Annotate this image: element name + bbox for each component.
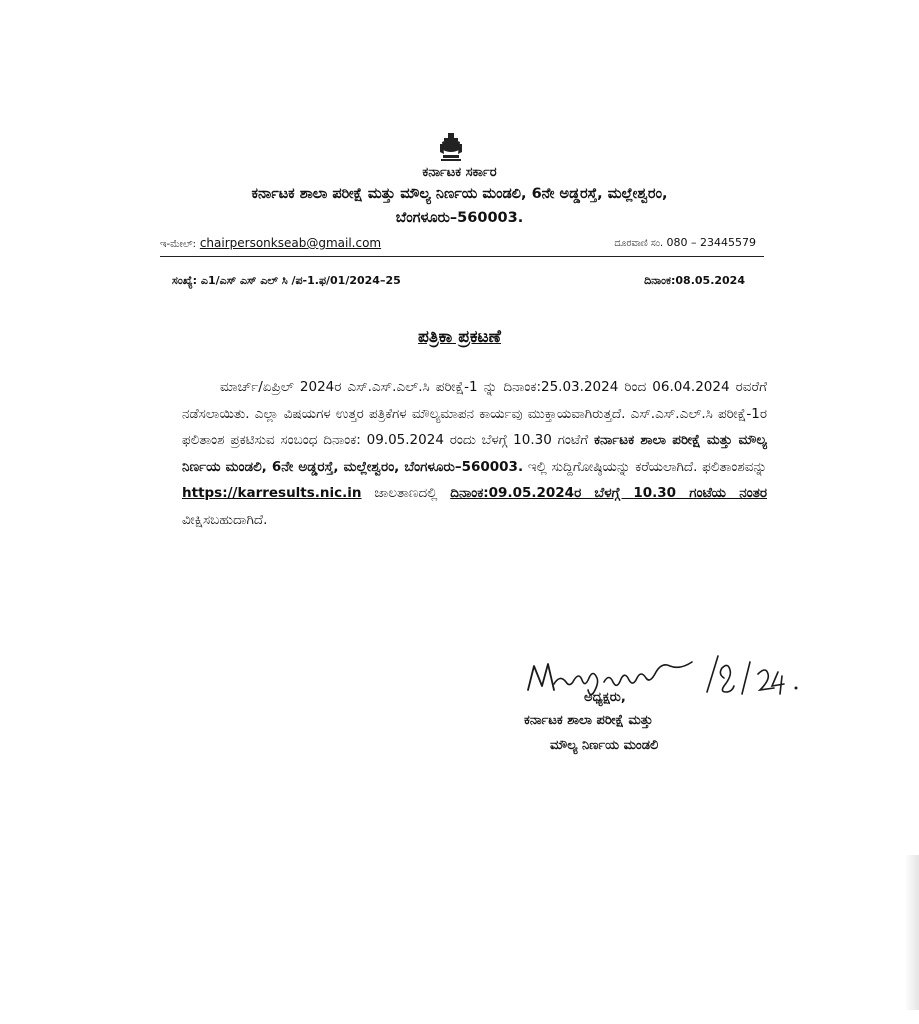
signatory-org-line2: ಮೌಲ್ಯ ನಿರ್ಣಯ ಮಂಡಲಿ [550,738,659,753]
reference-number: ಸಂಖ್ಯೆ: ಎ1/ಎಸ್ ಎಸ್ ಎಲ್ ಸಿ /ಪ-1.ಫ/01/2024–25 [172,274,401,287]
page-edge-shadow [905,855,919,1010]
phone-number: 080 – 23445579 [666,236,756,249]
body-board-address: ಕರ್ನಾಟಕ ಶಾಲಾ ಪರೀಕ್ಷೆ ಮತ್ತು ಮೌಲ್ಯ ನಿರ್ಣಯ ಮಂಡಲಿ, 6ನೇ ಅಡ್ಡರಸ್ತೆ, ಮಲ್ಲೇಶ್ವರಂ, ಬೆಂಗಳೂರು–560003. [182,432,767,475]
result-release-time: ದಿನಾಂಕ:09.05.2024ರ ಬೆಳಗ್ಗೆ 10.30 ಗಂಟೆಯ ನಂತರ [450,485,767,502]
karnataka-emblem-icon [438,132,464,162]
page-title: ಪತ್ರಿಕಾ ಪ್ರಕಟಣೆ [418,327,501,347]
body-text-part4: ಜಾಲತಾಣದಲ್ಲಿ [374,485,438,502]
board-name-line2: ಬೆಂಗಳೂರು–560003. [395,210,524,226]
header-divider [160,256,764,257]
body-text-part1: ಮಾರ್ಚ್/ಏಪ್ರಿಲ್ 2024ರ ಎಸ್.ಎಸ್.ಎಲ್.ಸಿ ಪರೀಕ್ಷೆ-1 ನ್ನು ದಿನಾಂಕ:25.03.2024 ರಿಂದ 06.04.2024 ರವರೆಗೆ ನಡೆಸಲಾಯಿತು. ಎಲ್ಲಾ ವಿಷಯಗಳ ಉತ್ತರ ಪತ್ರಿಕೆಗಳ ಮೌಲ್ಯಮಾಪನ ಕಾರ್ಯವು ಮುಕ್ತಾಯವಾಗಿರುತ್ತದೆ. ಎಸ್.ಎಸ್.ಎಲ್.ಸಿ ಪರೀಕ್ಷೆ-1ರ ಫಲಿತಾಂಶ ಪ್ರಕಟಿಸುವ ಸಂಬಂಧ ದಿನಾಂಕ: 09.05.2024 ರಂದು ಬೆಳಗ್ಗೆ 10.30 ಗಂಟೆಗೆ [182,379,767,449]
body-text-part6: ವೀಕ್ಷಿಸಬಹುದಾಗಿದೆ. [182,511,268,528]
signatory-org-line1: ಕರ್ನಾಟಕ ಶಾಲಾ ಪರೀಕ್ಷೆ ಮತ್ತು [524,713,653,728]
government-name: ಕರ್ನಾಟಕ ಸರ್ಕಾರ [422,165,497,180]
phone-row [614,236,756,249]
results-website-link[interactable]: https://karresults.nic.in [182,485,362,502]
document-date: ದಿನಾಂಕ:08.05.2024 [644,274,745,287]
phone-label: ದೂರವಾಣಿ ಸಂ. [614,238,664,249]
email-row [160,236,381,250]
press-release-body [182,374,767,534]
email-label: ಇ-ಮೇಲ್: [160,239,196,250]
body-text-part3: ಇಲ್ಲಿ ಸುದ್ದಿಗೋಷ್ಠಿಯನ್ನು ಕರೆಯಲಾಗಿದೆ. ಫಲಿತಾಂಶವನ್ನು [527,458,768,475]
signatory-title: ಅಧ್ಯಕ್ಷರು, [584,690,626,705]
board-name-line1: ಕರ್ನಾಟಕ ಶಾಲಾ ಪರೀಕ್ಷೆ ಮತ್ತು ಮೌಲ್ಯ ನಿರ್ಣಯ ಮಂಡಲಿ, 6ನೇ ಅಡ್ಡರಸ್ತೆ, ಮಲ್ಲೇಶ್ವರಂ, [251,186,668,202]
handwritten-signature [524,650,809,710]
email-link[interactable]: chairpersonkseab@gmail.com [199,236,382,250]
